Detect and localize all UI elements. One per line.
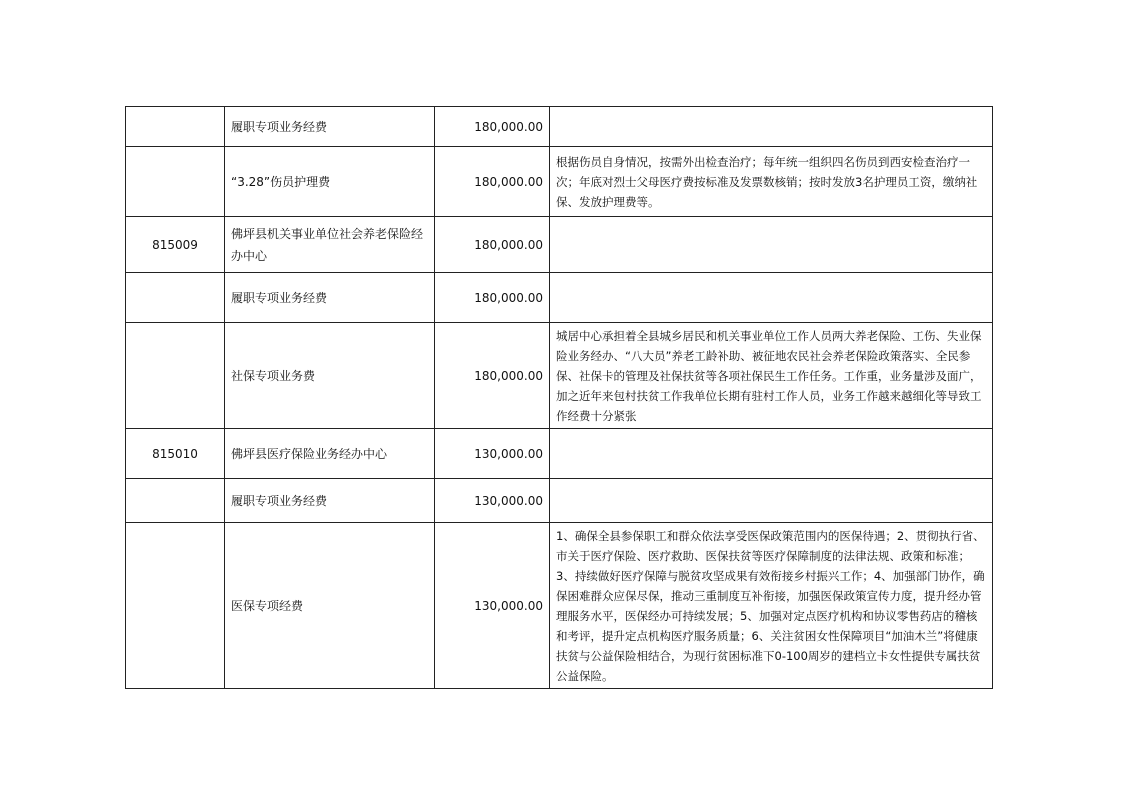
description-cell xyxy=(550,107,993,147)
amount-cell: 180,000.00 xyxy=(435,107,550,147)
org-code-cell xyxy=(126,147,225,217)
org-code-cell xyxy=(126,523,225,689)
amount-cell: 130,000.00 xyxy=(435,479,550,523)
item-name-cell xyxy=(225,523,435,689)
table-row xyxy=(126,273,993,323)
item-name: 社保专项业务费 xyxy=(231,368,316,383)
item-name-cell xyxy=(225,323,435,429)
item-name-cell xyxy=(225,479,435,523)
item-name: 履职专项业务经费 xyxy=(231,119,328,134)
org-code-cell: 815009 xyxy=(126,217,225,273)
item-name: 履职专项业务经费 xyxy=(231,493,328,508)
table-row xyxy=(126,323,993,429)
org-code-cell xyxy=(126,107,225,147)
amount-cell: 180,000.00 xyxy=(435,147,550,217)
item-name: 履职专项业务经费 xyxy=(231,290,328,305)
item-name-cell xyxy=(225,429,435,479)
table-row xyxy=(126,523,993,689)
item-name-cell xyxy=(225,217,435,273)
description-cell xyxy=(550,479,993,523)
table-row xyxy=(126,217,993,273)
table-row xyxy=(126,147,993,217)
description-cell xyxy=(550,217,993,273)
budget-table xyxy=(125,106,993,689)
org-code-cell xyxy=(126,479,225,523)
description-cell: 城居中心承担着全县城乡居民和机关事业单位工作人员两大养老保险、工伤、失业保险业务经办、“八大员”养老工龄补助、被征地农民社会养老保险政策落实、全民参保、社保卡的管理及社保扶贫等各项社保民生工作任务。工作重，业务量涉及面广，加之近年来包村扶贫工作我单位长期有驻村工作人员，业务工作越来越细化等导致工作经费十分紧张 xyxy=(550,323,993,429)
item-name-cell xyxy=(225,107,435,147)
org-code-cell: 815010 xyxy=(126,429,225,479)
description-cell xyxy=(550,273,993,323)
item-name: 佛坪县医疗保险业务经办中心 xyxy=(231,446,388,461)
item-name: 医保专项经费 xyxy=(231,598,304,613)
description-cell xyxy=(550,429,993,479)
org-code-cell xyxy=(126,273,225,323)
description-cell: 根据伤员自身情况，按需外出检查治疗；每年统一组织四名伤员到西安检查治疗一次；年底对烈士父母医疗费按标准及发票数核销；按时发放3名护理员工资，缴纳社保、发放护理费等。 xyxy=(550,147,993,217)
item-name: 佛坪县机关事业单位社会养老保险经办中心 xyxy=(231,226,424,263)
amount-cell: 180,000.00 xyxy=(435,217,550,273)
amount-cell: 180,000.00 xyxy=(435,323,550,429)
amount-cell: 130,000.00 xyxy=(435,429,550,479)
table-row xyxy=(126,429,993,479)
org-code-cell xyxy=(126,323,225,429)
item-name-cell xyxy=(225,273,435,323)
table-row xyxy=(126,479,993,523)
item-name-cell xyxy=(225,147,435,217)
description-cell: 1、确保全县参保职工和群众依法享受医保政策范围内的医保待遇；2、贯彻执行省、市关于医疗保险、医疗救助、医保扶贫等医疗保障制度的法律法规、政策和标准；3、持续做好医疗保障与脱贫攻坚成果有效衔接乡村振兴工作；4、加强部门协作，确保困难群众应保尽保，推动三重制度互补衔接，加强医保政策宣传力度，提升经办管理服务水平，医保经办可持续发展；5、加强对定点医疗机构和协议零售药店的稽核和考评，提升定点机构医疗服务质量；6、关注贫困女性保障项目“加油木兰”将健康扶贫与公益保险相结合，为现行贫困标准下0-100周岁的建档立卡女性提供专属扶贫公益保险。 xyxy=(550,523,993,689)
item-name: “3.28”伤员护理费 xyxy=(231,174,331,189)
table-row xyxy=(126,107,993,147)
amount-cell: 180,000.00 xyxy=(435,273,550,323)
amount-cell: 130,000.00 xyxy=(435,523,550,689)
